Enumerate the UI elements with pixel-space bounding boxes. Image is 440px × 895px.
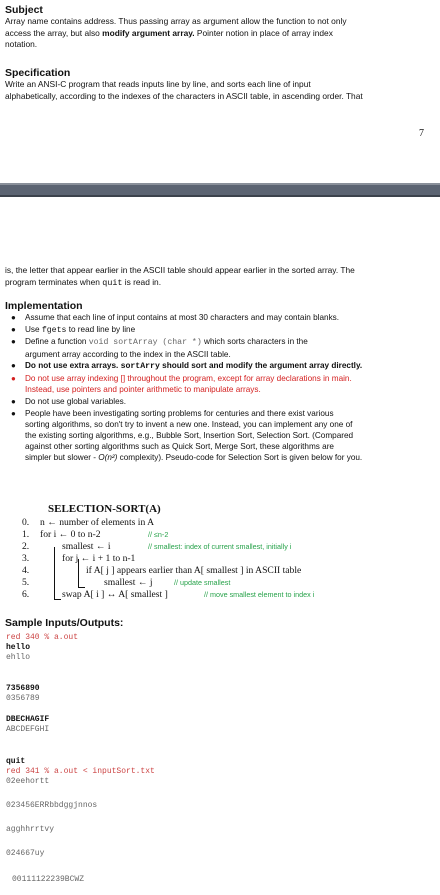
terminal-line: agghhrrtvy bbox=[6, 825, 55, 834]
continuation-line-1: is, the letter that appear earlier in the ASCII table should appear earlier in the sorted array. The bbox=[5, 265, 355, 275]
specification-line-1: Write an ANSI-C program that reads inputs line by line, and sorts each line of input bbox=[5, 79, 311, 89]
terminal-line: quit bbox=[6, 757, 26, 766]
terminal-line: 02eehortt bbox=[6, 777, 50, 786]
algorithm-title: SELECTION-SORT(A) bbox=[48, 503, 161, 515]
list-item: ● Do not use array indexing [] throughout the program, except for array declarations in main. Instead, use pointers and pointer arithmetic to manipulate arrays. bbox=[11, 374, 352, 395]
page-bottom bbox=[0, 197, 440, 895]
subject-heading: Subject bbox=[5, 4, 43, 16]
terminal-line: ABCDEFGHI bbox=[6, 725, 50, 734]
list-item: ● Assume that each line of input contains at most 30 characters and may contain blanks. bbox=[11, 313, 340, 322]
list-item: ● Do not use extra arrays. sortArry should sort and modify the argument array directly. bbox=[11, 361, 363, 372]
terminal-line: 00111122239BCWZ bbox=[12, 875, 85, 884]
subject-line-1: Array name contains address. Thus passing array as argument allow the function to not only bbox=[5, 16, 347, 26]
loop-bracket bbox=[78, 559, 85, 588]
list-item: ● Use fgets to read line by line bbox=[11, 324, 136, 335]
terminal-line: red 341 % a.out < inputSort.txt bbox=[6, 767, 155, 776]
terminal-line: ehllo bbox=[6, 653, 31, 662]
page-top bbox=[0, 0, 440, 183]
loop-bracket bbox=[54, 547, 61, 600]
specification-heading: Specification bbox=[5, 67, 71, 79]
terminal-line: 023456ERRbbdggjnnos bbox=[6, 801, 98, 810]
page-divider bbox=[0, 183, 440, 197]
list-item: ● Do not use global variables. bbox=[11, 396, 127, 406]
terminal-line: 024667uy bbox=[6, 849, 45, 858]
terminal-line: 7356890 bbox=[6, 684, 40, 693]
sample-heading: Sample Inputs/Outputs: bbox=[5, 617, 124, 629]
terminal-line: 0356789 bbox=[6, 694, 40, 703]
page-number: 7 bbox=[419, 128, 424, 139]
terminal-line: DBECHAGIF bbox=[6, 715, 50, 724]
implementation-list bbox=[5, 312, 435, 464]
list-item: ● Define a function void sortArray (char *) which sorts characters in the argument array according to the index in the ASCII table. bbox=[11, 337, 308, 359]
continuation-line-2: program terminates when quit is read in. bbox=[5, 276, 162, 288]
implementation-heading: Implementation bbox=[5, 300, 83, 312]
subject-line-3: notation. bbox=[5, 39, 38, 49]
specification-line-2: alphabetically, according to the indexes of the characters in ASCII table, in ascending order. That bbox=[5, 90, 363, 101]
terminal-line: hello bbox=[6, 643, 31, 652]
subject-line-2: access the array, but also modify argument array. Pointer notion in place of array index bbox=[5, 27, 333, 38]
terminal-line: red 340 % a.out bbox=[6, 633, 79, 642]
list-item: ● People have been investigating sorting problems for centuries and there exist various sorting algorithms, so don't try to invent a new one. Instead, you can implement any one of the existing sorting algorithms, e.g., Bubble Sort, Insertion Sort, Selection Sort. (Compared against other sorting algorithms such as Quick Sort, Merge Sort, these algorithms are simpler but slower - O(n²) complexity). Pseudo-code for Selection Sort is given below for you. bbox=[11, 408, 363, 463]
algorithm-block: 0. n ← number of elements in A 1. for i ← 0 to n-2 // ≤n-2 2. smallest ← i // smallest: index of current smallest, initially i 3. for j ← i + 1 to n-1 4. if A[ j ] appears earlier than A[ smallest ] in ASCII table 5. smallest ← j // update smallest 6. swap A[ i ] ↔ A[ smallest ] // move smallest element to index i bbox=[22, 517, 315, 600]
